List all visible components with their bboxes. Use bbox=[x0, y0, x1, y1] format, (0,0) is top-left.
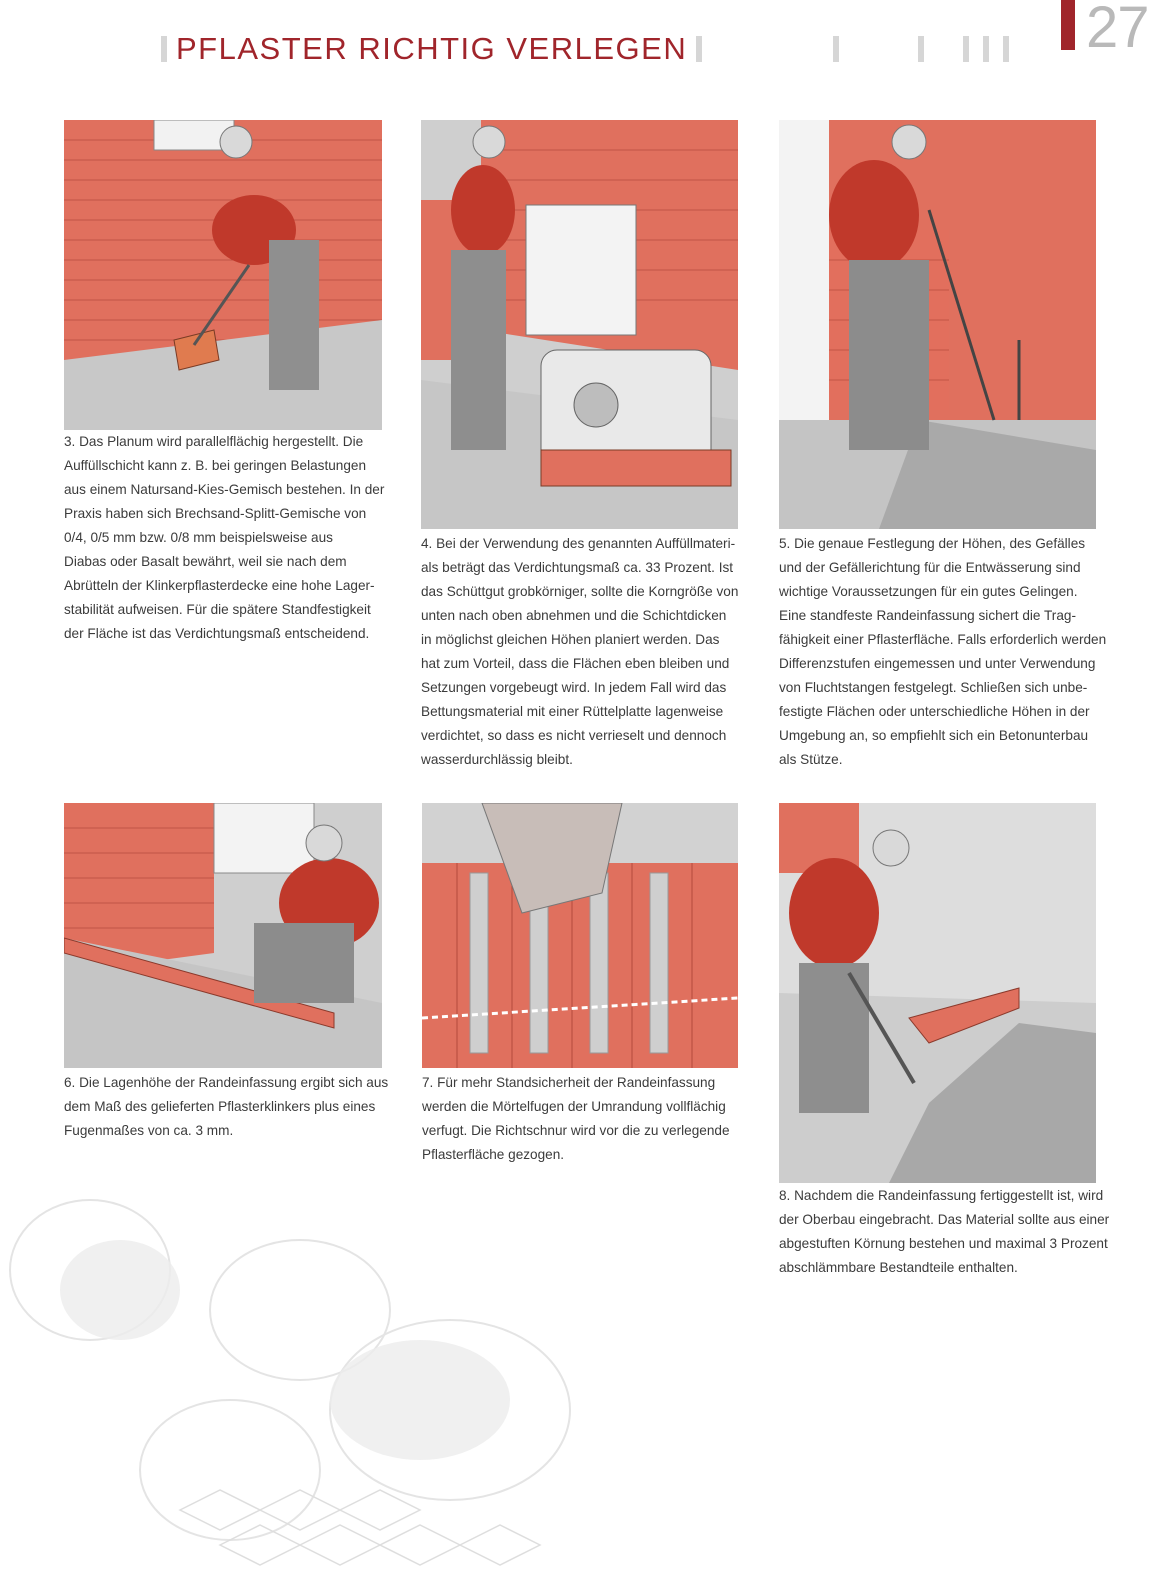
caption-step-8: 8. Nachdem die Randeinfassung fertiggestellt ist, wird der Oberbau eingebracht. Das Material sollte aus einer abgestuften Körnung bestehen und maximal 3 Prozent abschlämmbare Bestandteile enthalten. bbox=[779, 1188, 1110, 1275]
background-watermark-sketch bbox=[0, 1150, 780, 1582]
page-number: 27 bbox=[1086, 0, 1149, 60]
caption-step-7: 7. Für mehr Standsicherheit der Randeinfassung werden die Mörtelfugen der Umrandung vollflächig verfugt. Die Richtschnur wird vor die zu verlegende Pflasterfläche gezogen. bbox=[422, 1075, 730, 1162]
decorative-ticks bbox=[0, 31, 1176, 66]
illustration-step-6 bbox=[64, 803, 382, 1068]
illustration-step-3 bbox=[64, 120, 382, 430]
caption-step-5: 5. Die genaue Festlegung der Höhen, des Gefälles und der Gefällerichtung für die Entwässerung sind wichtige Voraussetzungen für ein gutes Gelingen. Eine standfeste Randeinfassung sichert die Trag- fähigkeit einer Pflasterfläche. Falls erforderlich werden Differenzstufen eingemessen und unter Verwendung von Fluchtstangen festgelegt. Schließen sich unbe- festigte Flächen oder unterschiedliche Höhen in der Umgebung an, so empfiehlt sich ein Betonunterbau als Stütze. bbox=[779, 536, 1107, 767]
illustration-step-8 bbox=[779, 803, 1096, 1183]
illustration-step-7 bbox=[422, 803, 738, 1068]
page-number-accent bbox=[1061, 0, 1075, 50]
illustration-step-4 bbox=[421, 120, 738, 529]
caption-step-6: 6. Die Lagenhöhe der Randeinfassung ergibt sich aus dem Maß des gelieferten Pflasterklinkers plus eines Fugenmaßes von ca. 3 mm. bbox=[64, 1075, 389, 1138]
caption-step-4: 4. Bei der Verwendung des genannten Auffüllmateri- als beträgt das Verdichtungsmaß ca. 33 Prozent. Ist das Schüttgut grobkörniger, sollte die Korngröße von unten nach oben abnehmen und die Schichtdicken in möglichst gleichen Höhen planiert werden. Das hat zum Vorteil, dass die Flächen eben bleiben und Setzungen vorgebeugt wird. In jedem Fall wird das Bettungsmaterial mit einer Rüttelplatte lagenweise verdichtet, so dass es nicht verrieselt und dennoch wasserdurchlässig bleibt. bbox=[421, 536, 739, 767]
page-title: PFLASTER RICHTIG VERLEGEN bbox=[176, 31, 688, 66]
caption-step-3: 3. Das Planum wird parallelflächig hergestellt. Die Auffüllschicht kann z. B. bei geringen Belastungen aus einem Natursand-Kies-Gemisch bestehen. In der Praxis haben sich Brechsand-Splitt-Gemische von 0/4, 0/5 mm bzw. 0/8 mm beispielsweise aus Diabas oder Basalt bewährt, weil sie nach dem Abrütteln der Klinkerpflasterdecke eine hohe Lager- stabilität aufweisen. Für die spätere Standfestigkeit der Fläche ist das Verdichtungsmaß entscheidend. bbox=[64, 434, 385, 641]
illustration-step-5 bbox=[779, 120, 1096, 529]
